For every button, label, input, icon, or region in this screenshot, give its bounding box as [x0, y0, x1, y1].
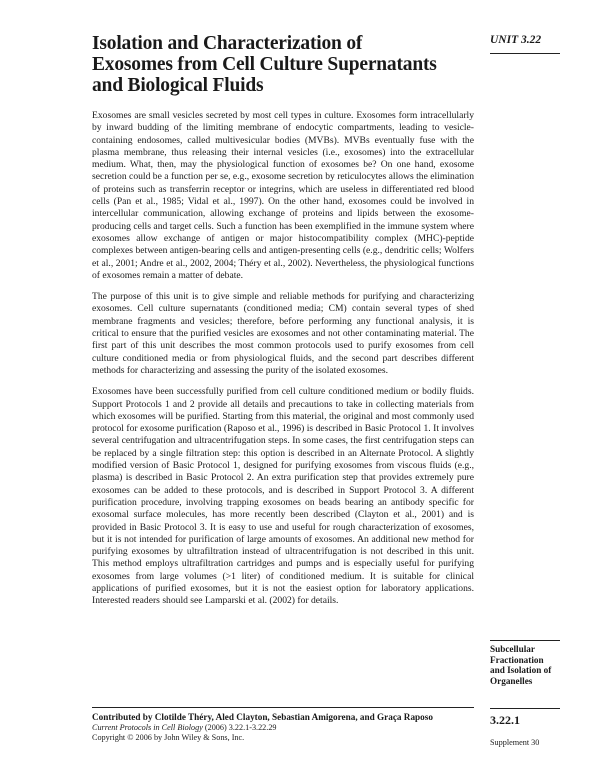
journal-name: Current Protocols in Cell Biology [92, 723, 203, 732]
journal-citation [92, 723, 277, 732]
section-name: Subcellular Fractionation and Isolation of Organelles [490, 644, 552, 686]
contributors-line: Contributed by Clotilde Théry, Aled Clayton, Sebastian Amigorena, and Graça Raposo [92, 712, 433, 722]
page-number-rule [490, 708, 560, 709]
intro-paragraph: Exosomes are small vesicles secreted by most cell types in culture. Exosomes form intracellularly by inward budding of the limiting membrane of endocytic compartments, leading to vesicle-containing endosomes, called multivesicular bodies (MVBs). MVBs eventually fuse with the plasma membrane, thus releasing their internal vesicles (i.e., exosomes) into the extracellular medium. What, then, may the physiological function of exosomes be? On one hand, exosome secretion could be a function per se, e.g., exosome secretion by reticulocytes allows the elimination of proteins such as transferrin receptor or integrins, which are useless in differentiated red blood cells (Pan et al., 1985; Vidal et al., 1997). On the other hand, exosomes could be involved in intercellular communication, allowing exchange of proteins and lipids between the exosome-producing cells and target cells. Such a function has been exemplified in the immune system where exosomes allow exchange of antigen or major histocompatibility complex (MHC)-peptide complexes between antigen-bearing cells and antigen-presenting cells (e.g., dendritic cells; Wolfers et al., 2001; Andre et al., 2002, 2004; Théry et al., 2002). Nevertheless, the physiological functions of exosomes remain a matter of debate. [92, 110, 474, 281]
journal-details: (2006) 3.22.1-3.22.29 [202, 723, 277, 732]
methods-paragraph: Exosomes have been successfully purified from cell culture conditioned medium or bodily fluids. Support Protocols 1 and 2 provide all details and precautions to take in collecting materials from which exosomes will be purified. Starting from this material, the original and most commonly used protocol for exosome purification (Raposo et al., 1996) is described in Basic Protocol 1. It involves several centrifugation and ultracentrifugation steps. In some cases, the first centrifugation steps can be replaced by a single filtration step: this option is described in an Alternate Protocol. A slightly modified version of Basic Protocol 1, designed for purifying exosomes from viscous fluids (e.g., plasma) is described in Basic Protocol 2. An extra purification step that provides extremely pure exosomes can be added to these protocols, and is described in Support Protocol 3. A different purification procedure, involving trapping exosomes on beads bearing an antibody specific for exosomal surface molecules, has more recently been described (Clayton et al., 2001) and is provided in Basic Protocol 3. It is easy to use and useful for rough characterization of exosomes, but it is not intended for purification of large amounts of exosomes. An additional new method for purifying exosomes by ultrafiltration instead of ultracentrifugation is not described in this unit. This method employs ultrafiltration cartridges and pumps and is especially useful for purifying exosomes from large volumes (>1 liter) of conditioned medium. It is suitable for clinical applications of purified exosomes, but it is not the easiest option for laboratory applications. Interested readers should see Lamparski et al. (2002) for details. [92, 386, 474, 607]
supplement-label: Supplement 30 [490, 738, 540, 747]
unit-rule [490, 53, 560, 54]
body-text [92, 110, 474, 617]
unit-label: UNIT 3.22 [490, 34, 542, 46]
title-line: and Biological Fluids [92, 75, 264, 96]
footer-rule [92, 707, 474, 708]
purpose-paragraph: The purpose of this unit is to give simple and reliable methods for purifying and characterizing exosomes. Cell culture supernatants (conditioned media; CM) contain several types of shed membrane fragments and vesicles; therefore, before performing any functional analysis, it is critical to ensure that the purified vesicles are exosomes and not other contaminating material. The first part of this unit describes the most common protocols used to purify exosomes from cell culture conditioned media or from physiological fluids, and the second part describes different methods for characterizing and assessing the purity of the isolated exosomes. [92, 291, 474, 376]
page-number: 3.22.1 [490, 713, 520, 727]
page-title [92, 33, 472, 96]
title-line: Isolation and Characterization of [92, 33, 363, 54]
copyright-line: Copyright © 2006 by John Wiley & Sons, Inc. [92, 733, 245, 742]
title-line: Exosomes from Cell Culture Supernatants [92, 54, 437, 75]
section-rule [490, 640, 560, 641]
